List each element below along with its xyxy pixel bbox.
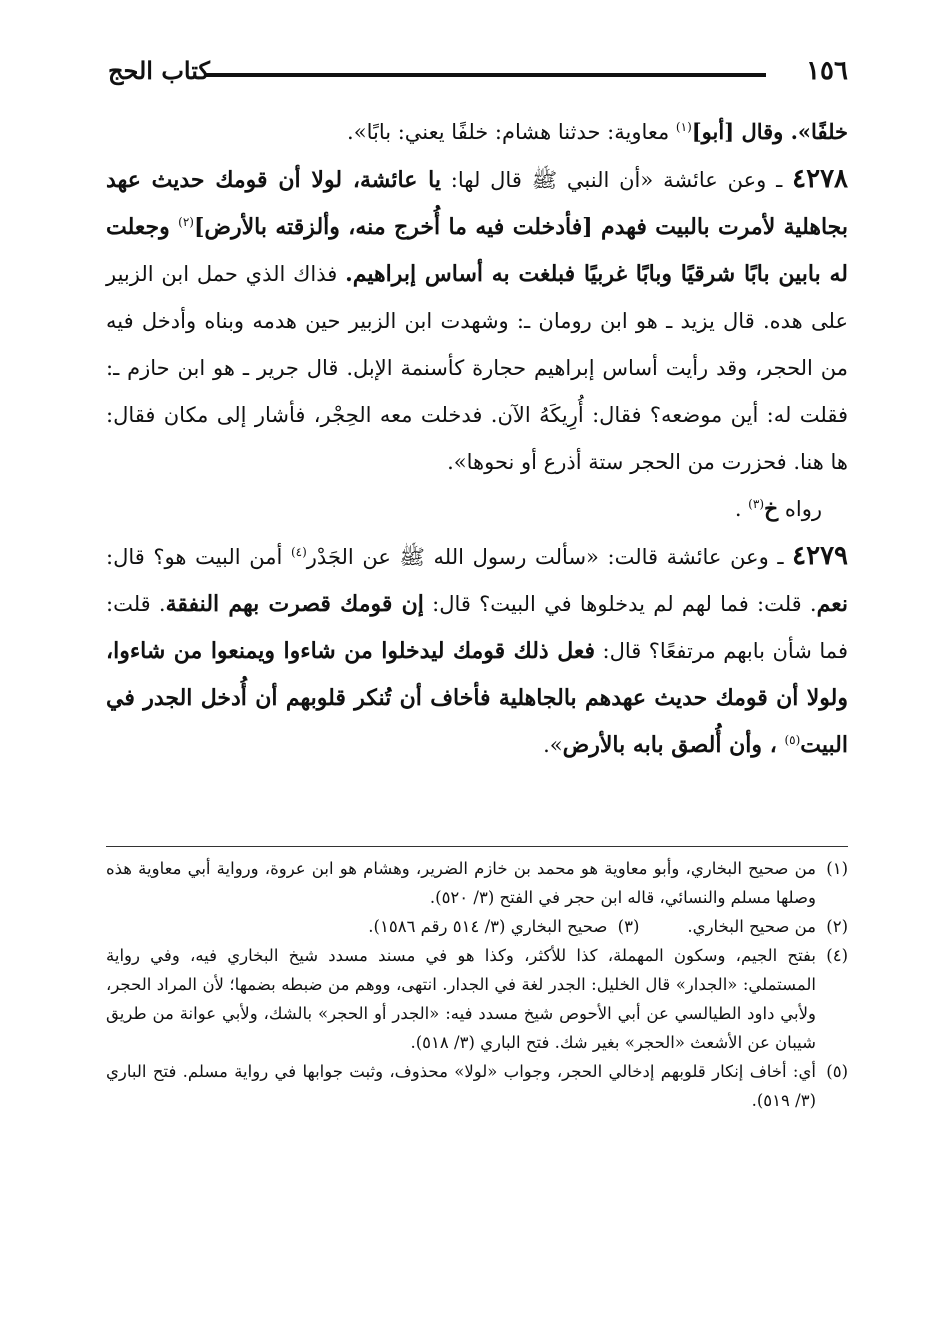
hadith-4279: [106, 533, 848, 769]
hadith-number-4278: ٤٢٧٨: [792, 164, 848, 194]
hadith-number-4279: ٤٢٧٩: [792, 541, 848, 571]
header-rule: [206, 73, 766, 77]
footnote-ref-5: (٥): [784, 733, 801, 747]
intro-lead: خلفًا». وقال [أبو]: [691, 119, 848, 144]
footnote-2-text: من صحيح البخاري.: [687, 917, 816, 936]
footnote-3: [368, 912, 639, 941]
hadith-4279-q2: . قلت: فما لهم لم يدخلوها في البيت؟ قال:: [423, 592, 817, 616]
footnote-row-2-3: [106, 912, 848, 941]
footnote-1-text: من صحيح البخاري، وأبو معاوية هو محمد بن خازم الضرير، وهشام هو ابن عروة، ورواية أبي معاوية هذه وصلها مسلم والنسائي، قاله ابن حجر في الفتح (٣/ ٥٢٠).: [106, 859, 816, 907]
hadith-4279-a1: نعم: [816, 591, 848, 617]
hadith-4279-end: ».: [543, 733, 563, 757]
footnote-1-number: (١): [826, 859, 848, 878]
page-number: ١٥٦: [806, 56, 848, 86]
footnote-5-number: (٥): [826, 1062, 848, 1081]
footnotes: [106, 854, 848, 1115]
book-title: كتاب الحج: [108, 56, 210, 85]
riwayah-text: رواه: [778, 497, 822, 521]
footnote-5: [106, 1057, 848, 1115]
hadith-4278-matn-b: وجعلت له بابين بابًا شرقيًا وبابًا غربيًا فبلغت به أساس إبراهيم.: [106, 214, 848, 287]
footnote-ref-3: (٣): [748, 497, 764, 511]
footnote-1: [106, 854, 848, 912]
hadith-4279-q3: . قلت: فما شأن بابهم مرتفعًا؟ قال:: [106, 592, 848, 663]
footnote-separator: [106, 846, 848, 847]
footnote-2: [687, 912, 848, 941]
riwayah-end: .: [734, 497, 749, 521]
intro-rest: معاوية: حدثنا هشام: خلفًا يعني: بابًا».: [347, 120, 676, 144]
main-text: [106, 108, 848, 769]
hadith-4278-intro: ـ وعن عائشة «أن النبي ﷺ قال لها:: [440, 168, 793, 192]
hadith-4279-a2: إن قومك قصرت بهم النفقة: [165, 591, 424, 617]
running-header: [108, 56, 848, 90]
footnote-3-number: (٣): [617, 917, 640, 936]
hadith-4279-q1: أمن البيت هو؟ قال:: [106, 545, 291, 569]
footnote-ref-1: (١): [675, 120, 692, 134]
hadith-4278-rest: فذاك الذي حمل ابن الزبير على هده. قال يزيد ـ هو ابن رومان ـ: وشهدت ابن الزبير حين هدمه وبناه وأدخل فيه من الحجر، وقد رأيت أساس إبراهيم حجارة كأسنمة الإبل. قال جرير ـ هو ابن حازم ـ: فقلت له: أين موضعه؟ فقال: أُرِيكَهُ الآن. فدخلت معه الحِجْر، فأشار إلى مكان فقال: ها هنا. فحزرت من الحجر ستة أذرع أو نحوها».: [106, 262, 848, 474]
footnote-2-number: (٢): [826, 917, 848, 936]
intro-paragraph: [106, 108, 848, 156]
riwayah-line: [106, 486, 848, 533]
riwayah-code: خ: [764, 496, 779, 522]
footnote-3-text: صحيح البخاري (٣/ ٥١٤ رقم ١٥٨٦).: [368, 917, 608, 936]
footnote-4-text: بفتح الجيم، وسكون المهملة، كذا للأكثر، وكذا هو في مسند مسدد شيخ البخاري فيه، وفي رواية المستملي: «الجدار» قال الخليل: الجدر لغة في الجدار. انتهى، ووهم من ضبطه بضمها؛ لأن المراد الحجر، ولأبي داود الطيالسي عن أبي الأحوص شيخ مسدد فيه: «الجدر أو الحجر» بالشك، ولأبي عوانة من طريق شيبان عن الأشعث «الحجر» بغير شك. فتح الباري (٣/ ٥١٨).: [106, 946, 816, 1052]
footnote-ref-4: (٤): [290, 545, 307, 559]
hadith-4279-a3: فعل ذلك قومك ليدخلوا من شاءوا ويمنعوا من شاءوا، ولولا أن قومك حديث عهدهم بالجاهلية فأخاف أن تُنكر قلوبهم أن أُدخل الجدر في البيت: [106, 638, 848, 758]
footnote-4: [106, 941, 848, 1057]
hadith-4278: [106, 156, 848, 486]
footnote-5-text: أي: أخاف إنكار قلوبهم إدخالي الحجر، وجواب «لولا» محذوف، وثبت جوابها في رواية مسلم. فتح الباري (٣/ ٥١٩).: [106, 1062, 816, 1110]
hadith-4279-intro: ـ وعن عائشة قالت: «سألت رسول الله ﷺ عن الجَدْر: [306, 545, 793, 569]
footnote-ref-2: (٢): [178, 215, 194, 229]
hadith-4279-a3b: ، وأن أُلصق بابه بالأرض: [562, 732, 785, 758]
footnote-4-number: (٤): [826, 946, 848, 965]
hadith-4278-matn-a: يا عائشة، لولا أن قومك حديث عهد بجاهلية لأمرت بالبيت فهدم [فأدخلت فيه ما أُخرج منه، وألزقته بالأرض]: [106, 167, 848, 240]
